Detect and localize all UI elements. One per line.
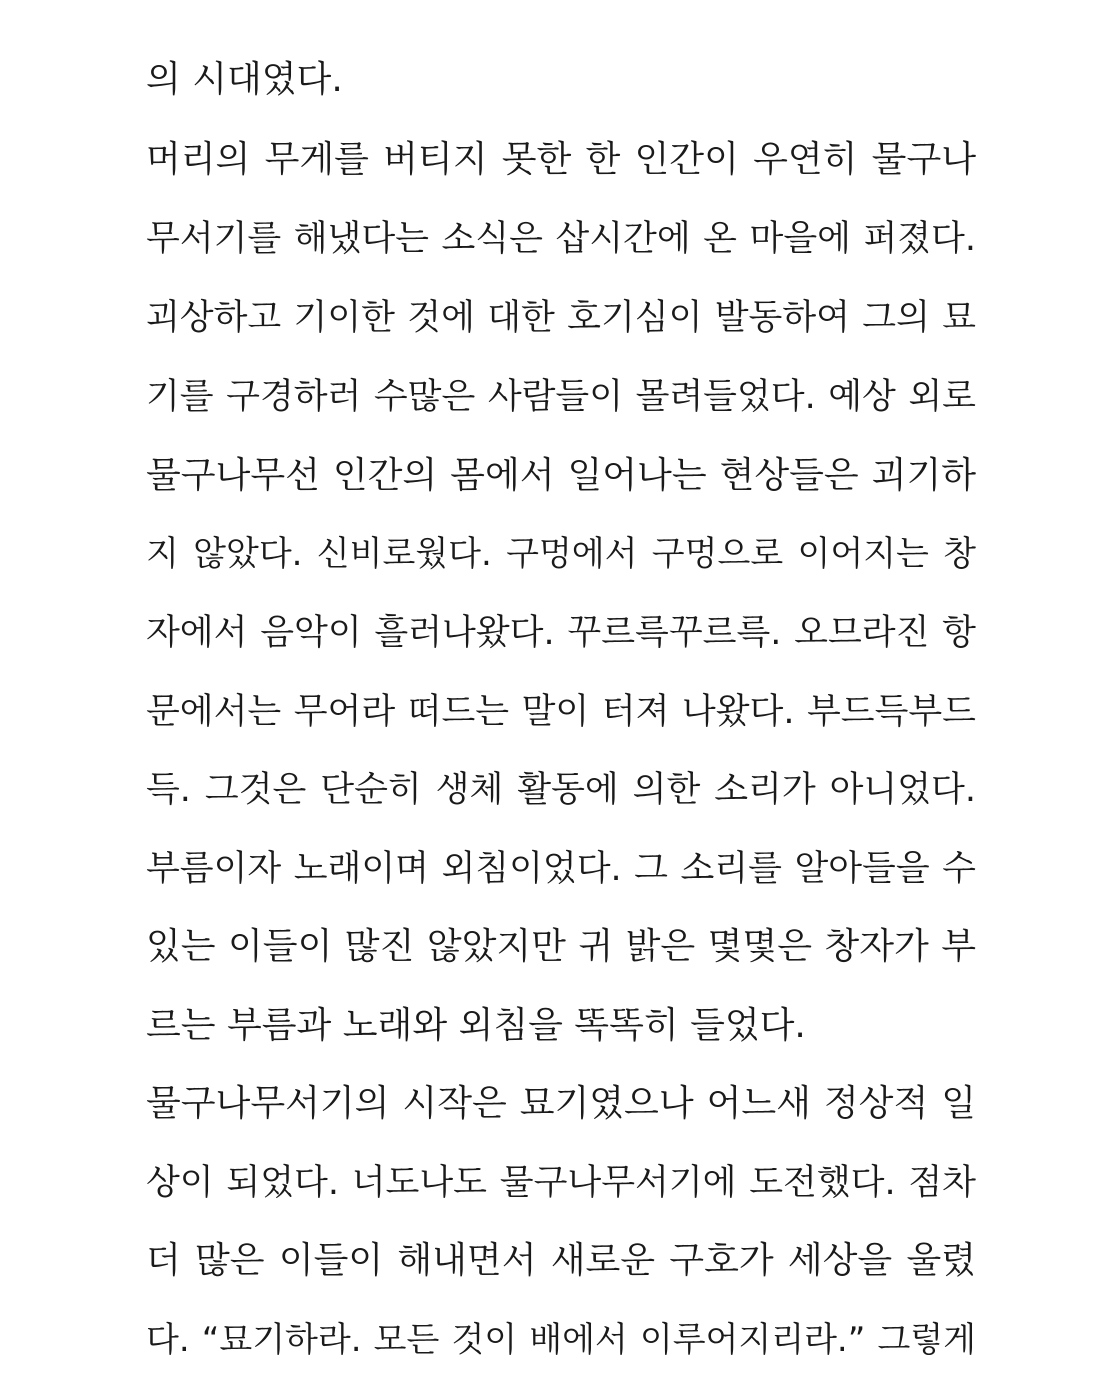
text-line: 문에서는 무어라 떠드는 말이 터져 나왔다. 부드득부드 [146, 692, 976, 732]
text-line: 상이 되었다. 너도나도 물구나무서기에 도전했다. 점차 [146, 1163, 976, 1203]
text-line: 있는 이들이 많진 않았지만 귀 밝은 몇몇은 창자가 부 [146, 926, 976, 967]
text-line: 무서기를 해냈다는 소식은 삽시간에 온 마을에 퍼졌다. [146, 219, 976, 259]
text-line: 지 않았다. 신비로웠다. 구멍에서 구멍으로 이어지는 창 [146, 534, 976, 574]
text-line: 자에서 음악이 흘러나왔다. 꾸르륵꾸르륵. 오므라진 항 [146, 613, 976, 653]
text-line: 괴상하고 기이한 것에 대한 호기심이 발동하여 그의 묘 [146, 298, 976, 338]
text-line: 물구나무선 인간의 몸에서 일어나는 현상들은 괴기하 [146, 455, 976, 496]
text-line: 르는 부름과 노래와 외침을 똑똑히 들었다. [146, 1005, 806, 1046]
text-line: 물구나무서기의 시작은 묘기였으나 어느새 정상적 일 [146, 1083, 976, 1124]
text-line: 다. “묘기하라. 모든 것이 배에서 이루어지리라.” 그렇게 [146, 1320, 976, 1360]
text-line: 기를 구경하러 수많은 사람들이 몰려들었다. 예상 외로 [146, 377, 976, 417]
text-line: 부름이자 노래이며 외침이었다. 그 소리를 알아들을 수 [146, 849, 976, 889]
text-line: 더 많은 이들이 해내면서 새로운 구호가 세상을 울렸 [146, 1240, 976, 1281]
text-line: 득. 그것은 단순히 생체 활동에 의한 소리가 아니었다. [146, 770, 976, 810]
text-line: 의 시대였다. [146, 59, 343, 100]
text-line: 머리의 무게를 버티지 못한 한 인간이 우연히 물구나 [146, 139, 976, 180]
